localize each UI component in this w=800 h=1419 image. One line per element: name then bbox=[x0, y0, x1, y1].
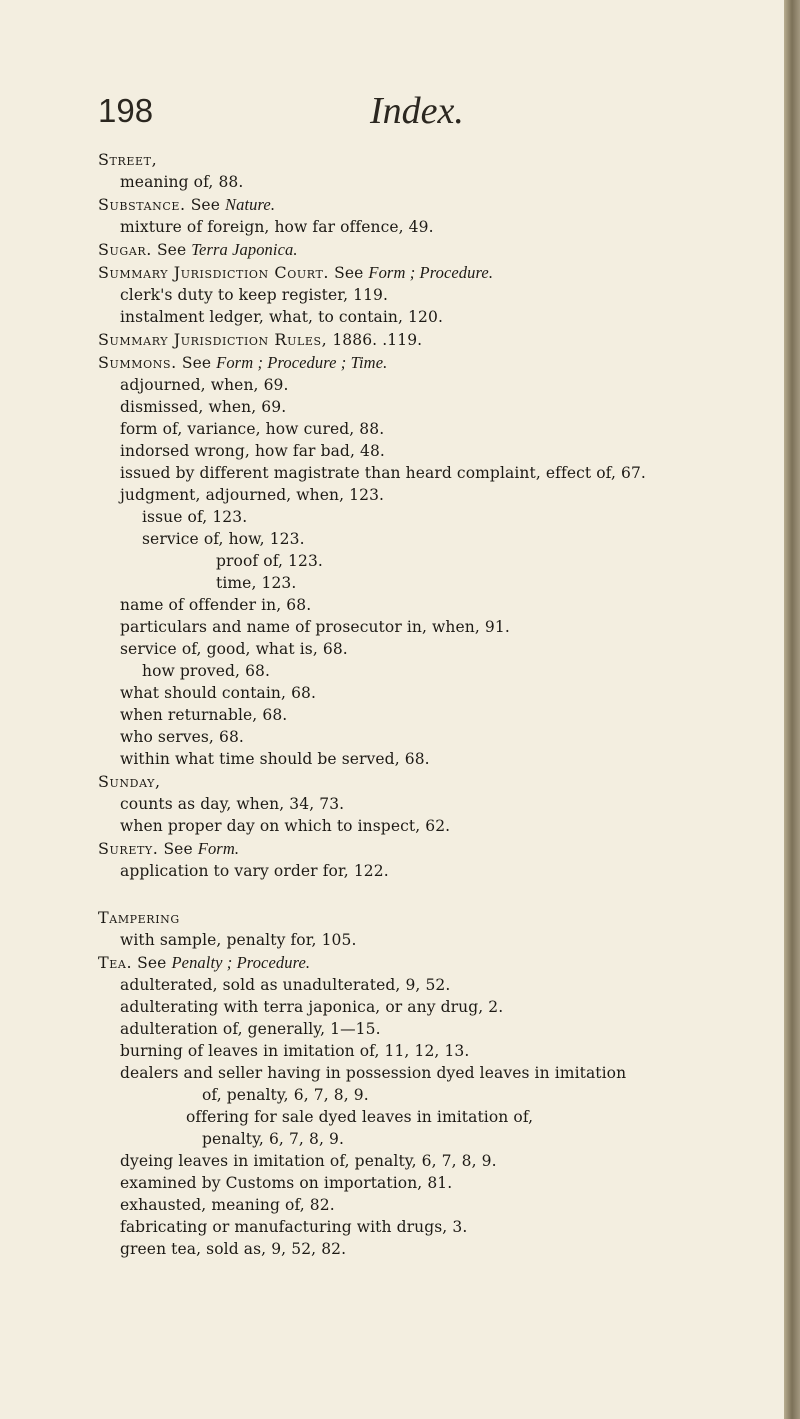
index-heading-line bbox=[98, 908, 180, 928]
entry-text: offering for sale dyed leaves in imitation of, bbox=[186, 1108, 534, 1126]
entry-text: service of, good, what is, 68. bbox=[120, 640, 348, 658]
entry-text: adulterated, sold as unadulterated, 9, 52. bbox=[120, 976, 451, 994]
index-subentry-line bbox=[120, 705, 287, 725]
index-subentry-line bbox=[120, 441, 385, 461]
index-heading-line bbox=[98, 953, 310, 973]
entry-text: with sample, penalty for, 105. bbox=[120, 931, 357, 949]
entry-text: proof of, 123. bbox=[216, 552, 323, 570]
entry-text: meaning of, 88. bbox=[120, 173, 244, 191]
entry-text: how proved, 68. bbox=[142, 662, 271, 680]
index-subentry-line bbox=[120, 1019, 381, 1039]
entry-text: when returnable, 68. bbox=[120, 706, 288, 724]
index-subentry-line bbox=[120, 861, 389, 881]
index-heading: Tampering bbox=[98, 908, 180, 927]
index-heading-line bbox=[98, 263, 493, 283]
entry-text: time, 123. bbox=[216, 574, 297, 592]
index-heading: Substance. bbox=[98, 195, 186, 214]
see-reference-word: See bbox=[132, 954, 172, 972]
index-subentry-line bbox=[142, 529, 305, 549]
entry-text: within what time should be served, 68. bbox=[120, 750, 430, 768]
cross-reference: Form ; Procedure. bbox=[368, 263, 494, 282]
cross-reference: Form ; Procedure ; Time. bbox=[216, 353, 388, 372]
index-subentry-line bbox=[216, 573, 296, 593]
entry-text: service of, how, 123. bbox=[142, 530, 305, 548]
index-heading: Summons. bbox=[98, 353, 177, 372]
entry-text: issue of, 123. bbox=[142, 508, 248, 526]
index-subentry-line bbox=[120, 794, 344, 814]
see-reference-word: See bbox=[176, 354, 217, 372]
entry-text: indorsed wrong, how far bad, 48. bbox=[120, 442, 385, 460]
index-heading-line bbox=[98, 330, 422, 350]
entry-text: judgment, adjourned, when, 123. bbox=[120, 486, 385, 504]
entry-text: issued by different magistrate than heard complaint, effect of, 67. bbox=[120, 464, 646, 482]
cross-reference: Penalty ; Procedure. bbox=[171, 953, 311, 972]
entry-text: green tea, sold as, 9, 52, 82. bbox=[120, 1240, 347, 1258]
index-subentry-line bbox=[142, 661, 270, 681]
index-heading: Sunday, bbox=[98, 772, 161, 791]
entry-text: name of offender in, 68. bbox=[120, 596, 312, 614]
index-heading-line bbox=[98, 240, 298, 260]
index-subentry-line bbox=[120, 816, 450, 836]
entry-text: application to vary order for, 122. bbox=[120, 862, 389, 880]
entry-text: what should contain, 68. bbox=[120, 684, 317, 702]
entry-text: counts as day, when, 34, 73. bbox=[120, 795, 345, 813]
entry-text: mixture of foreign, how far offence, 49. bbox=[120, 218, 434, 236]
running-title: Index. bbox=[370, 90, 464, 132]
index-subentry-line bbox=[120, 617, 510, 637]
index-subentry-line bbox=[120, 595, 311, 615]
index-heading: Sugar. bbox=[98, 240, 152, 259]
index-subentry-line bbox=[120, 1151, 497, 1171]
index-subentry-line bbox=[120, 930, 357, 950]
page-edge-shadow bbox=[784, 0, 800, 1419]
index-subentry-line bbox=[120, 639, 348, 659]
index-heading: Tea. bbox=[98, 953, 133, 972]
index-heading-line bbox=[98, 150, 157, 170]
index-subentry-line bbox=[120, 307, 443, 327]
see-reference-word: See bbox=[151, 241, 192, 259]
index-heading-line bbox=[98, 195, 275, 215]
cross-reference: Terra Japonica. bbox=[191, 240, 298, 259]
index-subentry-line bbox=[120, 1217, 467, 1237]
entry-text: examined by Customs on importation, 81. bbox=[120, 1174, 453, 1192]
entry-text: instalment ledger, what, to contain, 120. bbox=[120, 308, 443, 326]
see-reference-word: See bbox=[185, 196, 226, 214]
entry-text: burning of leaves in imitation of, 11, 12, 13. bbox=[120, 1042, 470, 1060]
index-subentry-line bbox=[120, 1041, 469, 1061]
index-subentry-line bbox=[142, 507, 247, 527]
entry-text: dismissed, when, 69. bbox=[120, 398, 287, 416]
entry-text: adulteration of, generally, 1—15. bbox=[120, 1020, 381, 1038]
index-heading-line bbox=[98, 772, 161, 792]
index-heading: Summary Jurisdiction Rules, bbox=[98, 330, 328, 349]
see-reference-word: See bbox=[329, 264, 369, 282]
entry-text: when proper day on which to inspect, 62. bbox=[120, 817, 451, 835]
cross-reference: Nature. bbox=[225, 195, 276, 214]
index-subentry-line bbox=[120, 1239, 346, 1259]
cross-reference: Form. bbox=[197, 839, 240, 858]
entry-text: particulars and name of prosecutor in, when, 91. bbox=[120, 618, 510, 636]
index-subentry-line bbox=[120, 749, 430, 769]
entry-text: penalty, 6, 7, 8, 9. bbox=[202, 1130, 344, 1148]
index-subentry-line bbox=[120, 683, 316, 703]
entry-text: adjourned, when, 69. bbox=[120, 376, 289, 394]
index-subentry-line bbox=[120, 485, 384, 505]
index-heading-line bbox=[98, 839, 239, 859]
index-subentry-line bbox=[120, 172, 243, 192]
page-header bbox=[98, 92, 718, 142]
index-subentry-line bbox=[120, 727, 244, 747]
index-subentry-line bbox=[186, 1107, 533, 1127]
index-subentry-line bbox=[120, 419, 384, 439]
entry-text: dealers and seller having in possession dyed leaves in imitation bbox=[120, 1064, 627, 1082]
index-heading: Summary Jurisdiction Court. bbox=[98, 263, 330, 282]
index-subentry-line bbox=[120, 997, 503, 1017]
entry-text: adulterating with terra japonica, or any drug, 2. bbox=[120, 998, 504, 1016]
index-subentry-line bbox=[120, 217, 434, 237]
entry-text: clerk's duty to keep register, 119. bbox=[120, 286, 389, 304]
index-heading: Street, bbox=[98, 150, 158, 169]
index-heading: Surety. bbox=[98, 839, 159, 858]
index-subentry-line bbox=[120, 1063, 626, 1083]
index-subentry-line bbox=[216, 551, 323, 571]
page-number: 198 bbox=[98, 92, 154, 129]
entry-text: fabricating or manufacturing with drugs, 3. bbox=[120, 1218, 468, 1236]
index-subentry-line bbox=[120, 397, 286, 417]
entry-text: of, penalty, 6, 7, 8, 9. bbox=[202, 1086, 369, 1104]
entry-text: form of, variance, how cured, 88. bbox=[120, 420, 385, 438]
entry-text: exhausted, meaning of, 82. bbox=[120, 1196, 335, 1214]
index-heading-line bbox=[98, 353, 387, 373]
index-subentry-line bbox=[120, 463, 646, 483]
see-reference-word: See bbox=[158, 840, 198, 858]
index-subentry-line bbox=[120, 1173, 452, 1193]
index-subentry-line bbox=[120, 375, 289, 395]
entry-text: 1886. .119. bbox=[327, 331, 423, 349]
entry-text: who serves, 68. bbox=[120, 728, 244, 746]
index-subentry-line bbox=[120, 285, 388, 305]
index-subentry-line bbox=[202, 1085, 369, 1105]
index-subentry-line bbox=[202, 1129, 344, 1149]
index-subentry-line bbox=[120, 1195, 335, 1215]
index-subentry-line bbox=[120, 975, 450, 995]
entry-text: dyeing leaves in imitation of, penalty, 6, 7, 8, 9. bbox=[120, 1152, 497, 1170]
